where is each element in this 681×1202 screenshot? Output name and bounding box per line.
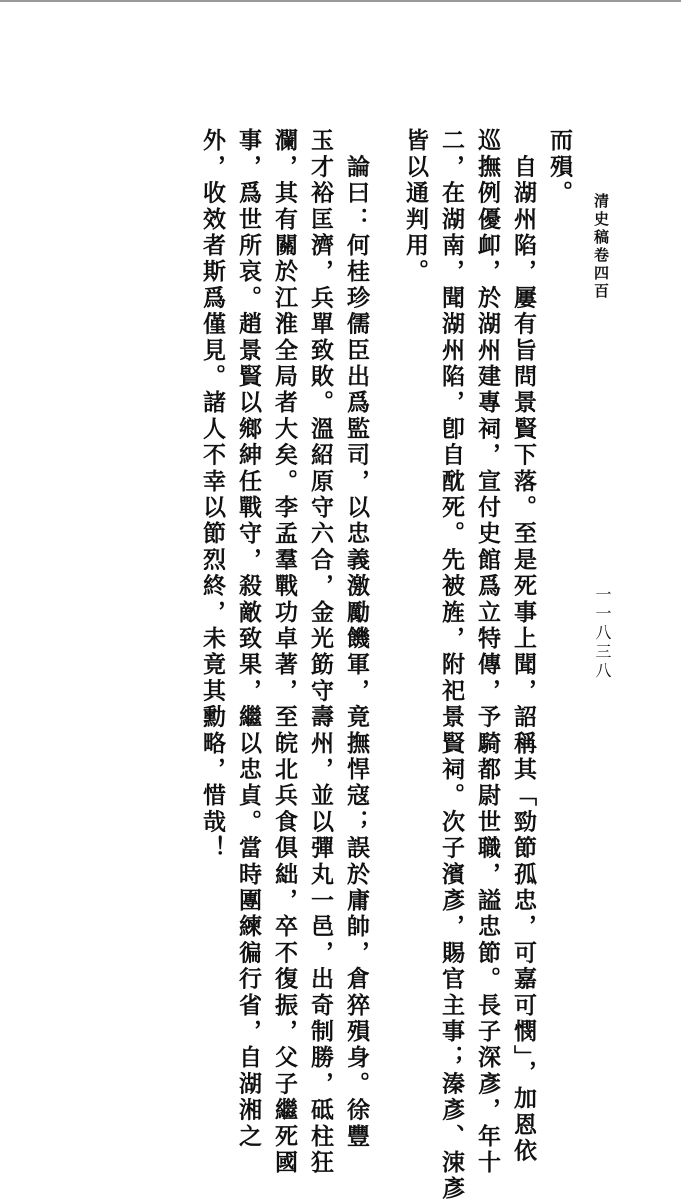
page-number: 一一八三八 <box>593 586 612 681</box>
text-column-7: 玉才裕匡濟，兵單致敗。溫紹原守六合，金光筯守壽州，並以彈丸一邑，出奇制勝，砥柱狂 <box>307 128 334 1176</box>
text-column-2: 自湖州陷，屢有旨問景賢下落。至是死事上聞，詔稱其「勁節孤忠，可嘉可憫」，加恩依 <box>510 128 537 1165</box>
text-column-9: 事，爲世所哀。趙景賢以鄉紳任戰守，殺敵致果，繼以忠貞。當時團練徧行省，自湖湘之 <box>235 128 262 1150</box>
text-column-8: 瀾，其有關於江淮全局者大矣。李孟羣戰功卓著，至皖北兵食俱絀，卒不復振，父子繼死國 <box>271 128 298 1176</box>
text-column-5: 皆以通判用。 <box>402 128 429 286</box>
text-column-4: 二，在湖南，聞湖州陷，卽自酖死。先被旌，附祀景賢祠。次子濱彥，賜官主事；溱彥、涑彥 <box>438 128 465 1202</box>
running-header: 清史稿卷四百 <box>592 193 610 301</box>
text-column-6: 論曰：何桂珍儒臣出爲監司，以忠義激勵饑軍，竟撫悍寇；誤於庸帥，倉猝殞身。徐豐 <box>343 128 370 1150</box>
text-column-10: 外，收效者斯爲僅見。諸人不幸以節烈終，未竟其勳略，惜哉！ <box>199 128 226 862</box>
page-top-rule <box>0 0 681 2</box>
text-column-1: 而殞。 <box>546 128 573 207</box>
text-column-3: 巡撫例優卹，於湖州建專祠，宣付史館爲立特傳，予騎都尉世職，謚忠節。長子深彥，年十 <box>474 128 501 1176</box>
